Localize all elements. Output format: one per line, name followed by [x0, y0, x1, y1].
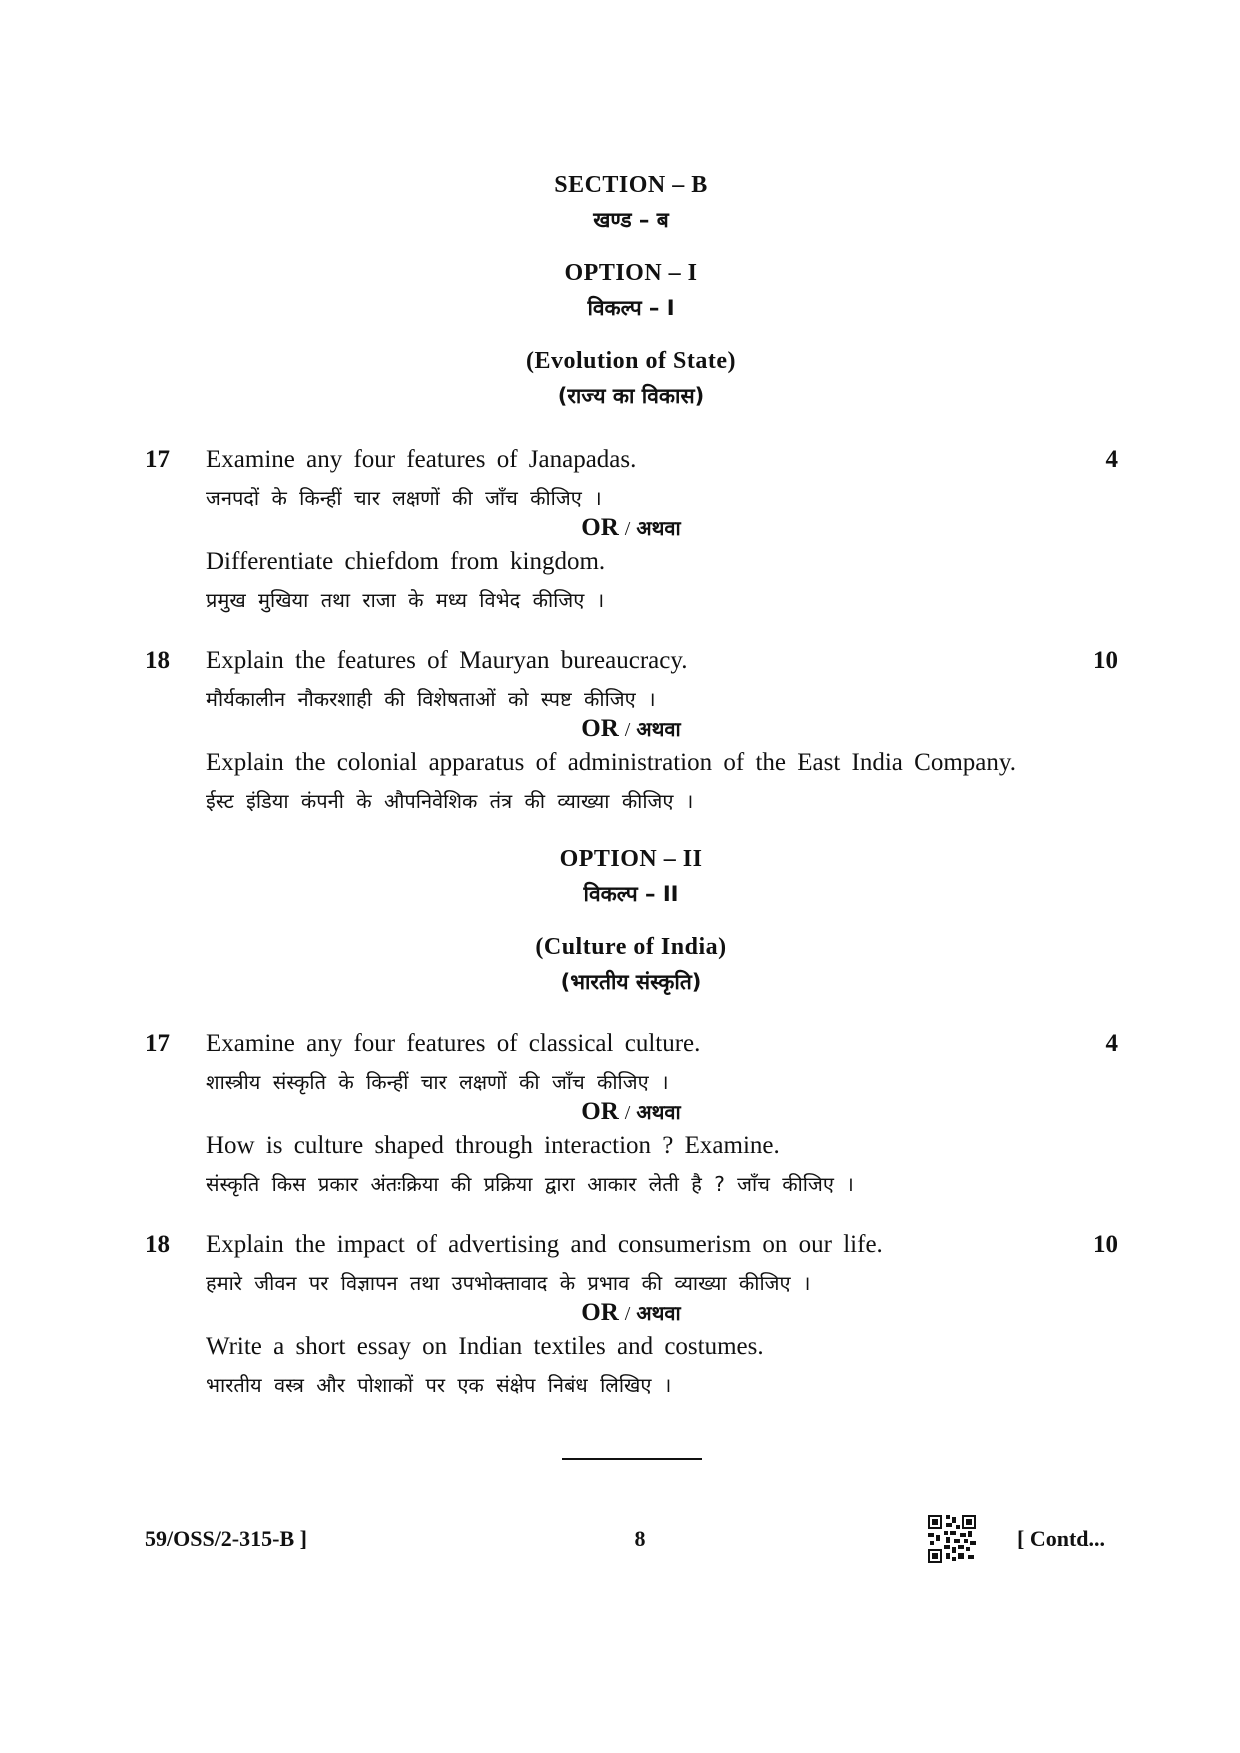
- alternative-question-text: How is culture shaped through interaction ? Examine.: [206, 1132, 780, 1159]
- alternative-question-text-hindi: भारतीय वस्त्र और पोशाकों पर एक संक्षेप निबंध लिखिए ।: [206, 1373, 672, 1397]
- section-title-hindi: खण्ड – ब: [593, 208, 669, 232]
- or-label: OR: [581, 514, 619, 541]
- question-marks: 10: [1093, 1231, 1118, 1258]
- question-text-hindi: जनपदों के किन्हीं चार लक्षणों की जाँच कीजिए ।: [206, 486, 602, 510]
- option-2-title-hindi: विकल्प – II: [583, 882, 679, 906]
- option-2-subtitle-hindi: (भारतीय संस्कृति): [560, 970, 702, 994]
- or-slash: /: [624, 1102, 631, 1124]
- or-label-hindi: अथवा: [636, 1100, 681, 1124]
- alternative-question-text-hindi: संस्कृति किस प्रकार अंतःक्रिया की प्रक्रिया द्वारा आकार लेती है ? जाँच कीजिए ।: [206, 1172, 854, 1196]
- alternative-question-text: Write a short essay on Indian textiles and costumes.: [206, 1333, 764, 1360]
- question-number: 17: [145, 446, 170, 473]
- qr-code-icon: [928, 1515, 976, 1563]
- or-slash: /: [624, 719, 631, 741]
- or-separator: [0, 1299, 1240, 1327]
- page-number: 8: [634, 1526, 646, 1551]
- or-slash: /: [624, 518, 631, 540]
- question-marks: 10: [1093, 647, 1118, 674]
- or-label-hindi: अथवा: [636, 717, 681, 741]
- paper-code: 59/OSS/2-315-B ]: [145, 1526, 307, 1551]
- end-of-section-rule: [562, 1458, 702, 1460]
- or-label: OR: [581, 1098, 619, 1125]
- or-label: OR: [581, 715, 619, 742]
- question-marks: 4: [1105, 446, 1118, 473]
- or-slash: /: [624, 1303, 631, 1325]
- alternative-question-text-hindi: ईस्ट इंडिया कंपनी के औपनिवेशिक तंत्र की व्याख्या कीजिए ।: [206, 789, 694, 813]
- option-1-title-hindi: विकल्प – I: [587, 296, 675, 320]
- alternative-question-text-hindi: प्रमुख मुखिया तथा राजा के मध्य विभेद कीजिए ।: [206, 588, 605, 612]
- or-label: OR: [581, 1299, 619, 1326]
- option-2-title: OPTION – II: [559, 846, 703, 872]
- or-label-hindi: अथवा: [636, 1301, 681, 1325]
- option-2-subtitle: (Culture of India): [535, 934, 727, 960]
- question-text-hindi: शास्त्रीय संस्कृति के किन्हीं चार लक्षणों की जाँच कीजिए ।: [206, 1070, 669, 1094]
- continued-label: [ Contd...: [1017, 1526, 1106, 1551]
- option-1-subtitle-hindi: (राज्य का विकास): [557, 384, 705, 408]
- option-1-title: OPTION – I: [564, 260, 698, 286]
- question-number: 17: [145, 1030, 170, 1057]
- alternative-question-text: Explain the colonial apparatus of administration of the East India Company.: [206, 749, 1016, 776]
- question-text: Examine any four features of classical culture.: [206, 1030, 701, 1057]
- section-title: SECTION – B: [554, 172, 708, 198]
- question-number: 18: [145, 647, 170, 674]
- question-text: Examine any four features of Janapadas.: [206, 446, 637, 473]
- question-marks: 4: [1105, 1030, 1118, 1057]
- option-1-subtitle: (Evolution of State): [526, 348, 736, 374]
- question-text-hindi: मौर्यकालीन नौकरशाही की विशेषताओं को स्पष्ट कीजिए ।: [206, 687, 656, 711]
- alternative-question-text: Differentiate chiefdom from kingdom.: [206, 548, 606, 575]
- question-text: Explain the features of Mauryan bureaucracy.: [206, 647, 688, 674]
- or-separator: [0, 1098, 1240, 1126]
- or-separator: [0, 514, 1240, 542]
- question-text: Explain the impact of advertising and consumerism on our life.: [206, 1231, 883, 1258]
- question-number: 18: [145, 1231, 170, 1258]
- or-separator: [0, 715, 1240, 743]
- or-label-hindi: अथवा: [636, 516, 681, 540]
- question-text-hindi: हमारे जीवन पर विज्ञापन तथा उपभोक्तावाद के प्रभाव की व्याख्या कीजिए ।: [206, 1271, 811, 1295]
